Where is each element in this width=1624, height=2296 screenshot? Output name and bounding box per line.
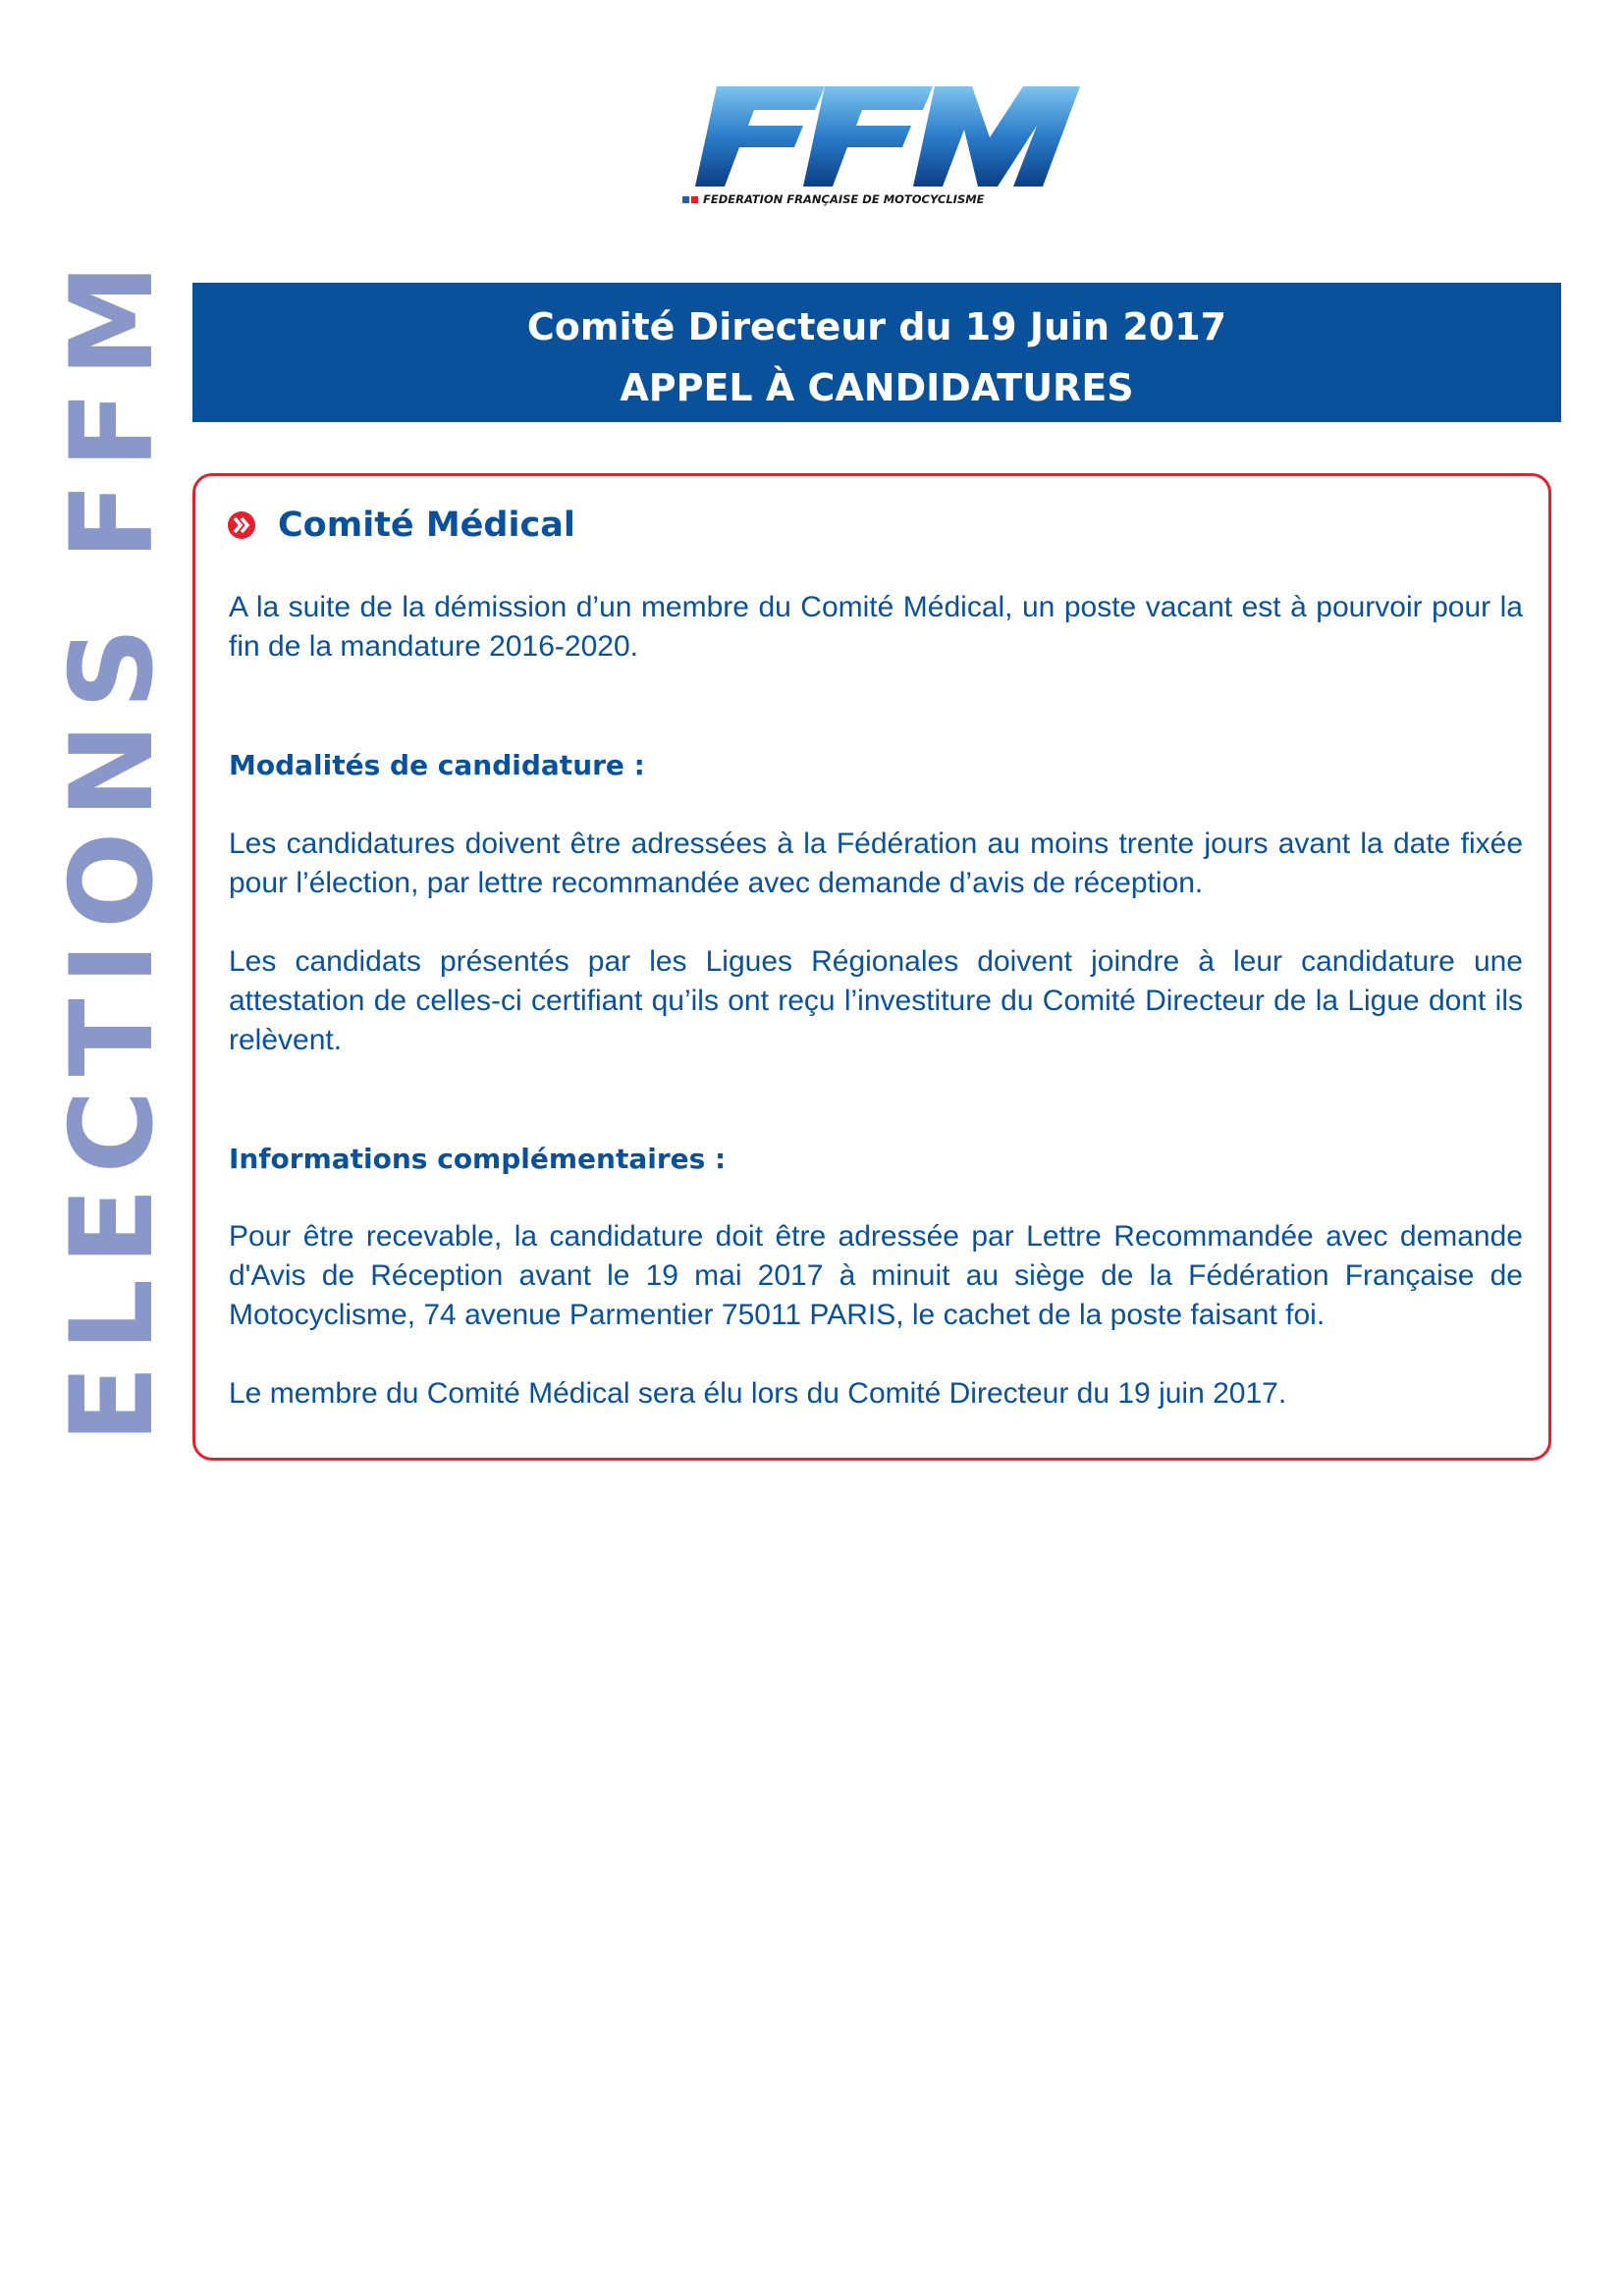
logo-tagline: FEDERATION FRANÇAISE DE MOTOCYCLISME bbox=[703, 192, 985, 206]
banner-subtitle: APPEL À CANDIDATURES bbox=[620, 366, 1134, 409]
intro-paragraph: A la suite de la démission d’un membre du Comité Médical, un poste vacant est à pourvoir pour la fin de la mandature 2016-2020. bbox=[229, 591, 1523, 663]
section-title: Comité Médical bbox=[278, 506, 575, 545]
modalites-heading: Modalités de candidature : bbox=[229, 749, 645, 781]
ffm-logo bbox=[677, 79, 1090, 211]
section-heading bbox=[227, 506, 575, 545]
informations-paragraph-2: Le membre du Comité Médical sera élu lors du Comité Directeur du 19 juin 2017. bbox=[229, 1377, 1287, 1410]
informations-paragraph-1: Pour être recevable, la candidature doit être adressée par Lettre Recommandée avec demande d'Avis de Réception avant le 19 mai 2017 à minuit au siège de la Fédération Française de Motocyclisme, 74 avenue Parmentier 75011 PARIS, le cachet de la poste faisant foi. bbox=[229, 1220, 1523, 1331]
banner-title: Comité Directeur du 19 Juin 2017 bbox=[526, 305, 1227, 348]
header-banner bbox=[192, 283, 1561, 422]
double-chevron-right-icon bbox=[227, 510, 256, 540]
informations-heading: Informations complémentaires : bbox=[229, 1143, 727, 1175]
modalites-paragraph-1: Les candidatures doivent être adressées à la Fédération au moins trente jours avant la date fixée pour l’élection, par lettre recommandée avec demande d’avis de réception. bbox=[229, 828, 1523, 899]
modalites-paragraph-2: Les candidats présentés par les Ligues Régionales doivent joindre à leur candidature une attestation de celles-ci certifiant qu’ils ont reçu l’investiture du Comité Directeur de la Ligue dont ils relèvent. bbox=[229, 945, 1523, 1056]
content-box bbox=[192, 473, 1551, 1461]
elections-side-label: ELECTIONS FFM bbox=[46, 249, 179, 1443]
